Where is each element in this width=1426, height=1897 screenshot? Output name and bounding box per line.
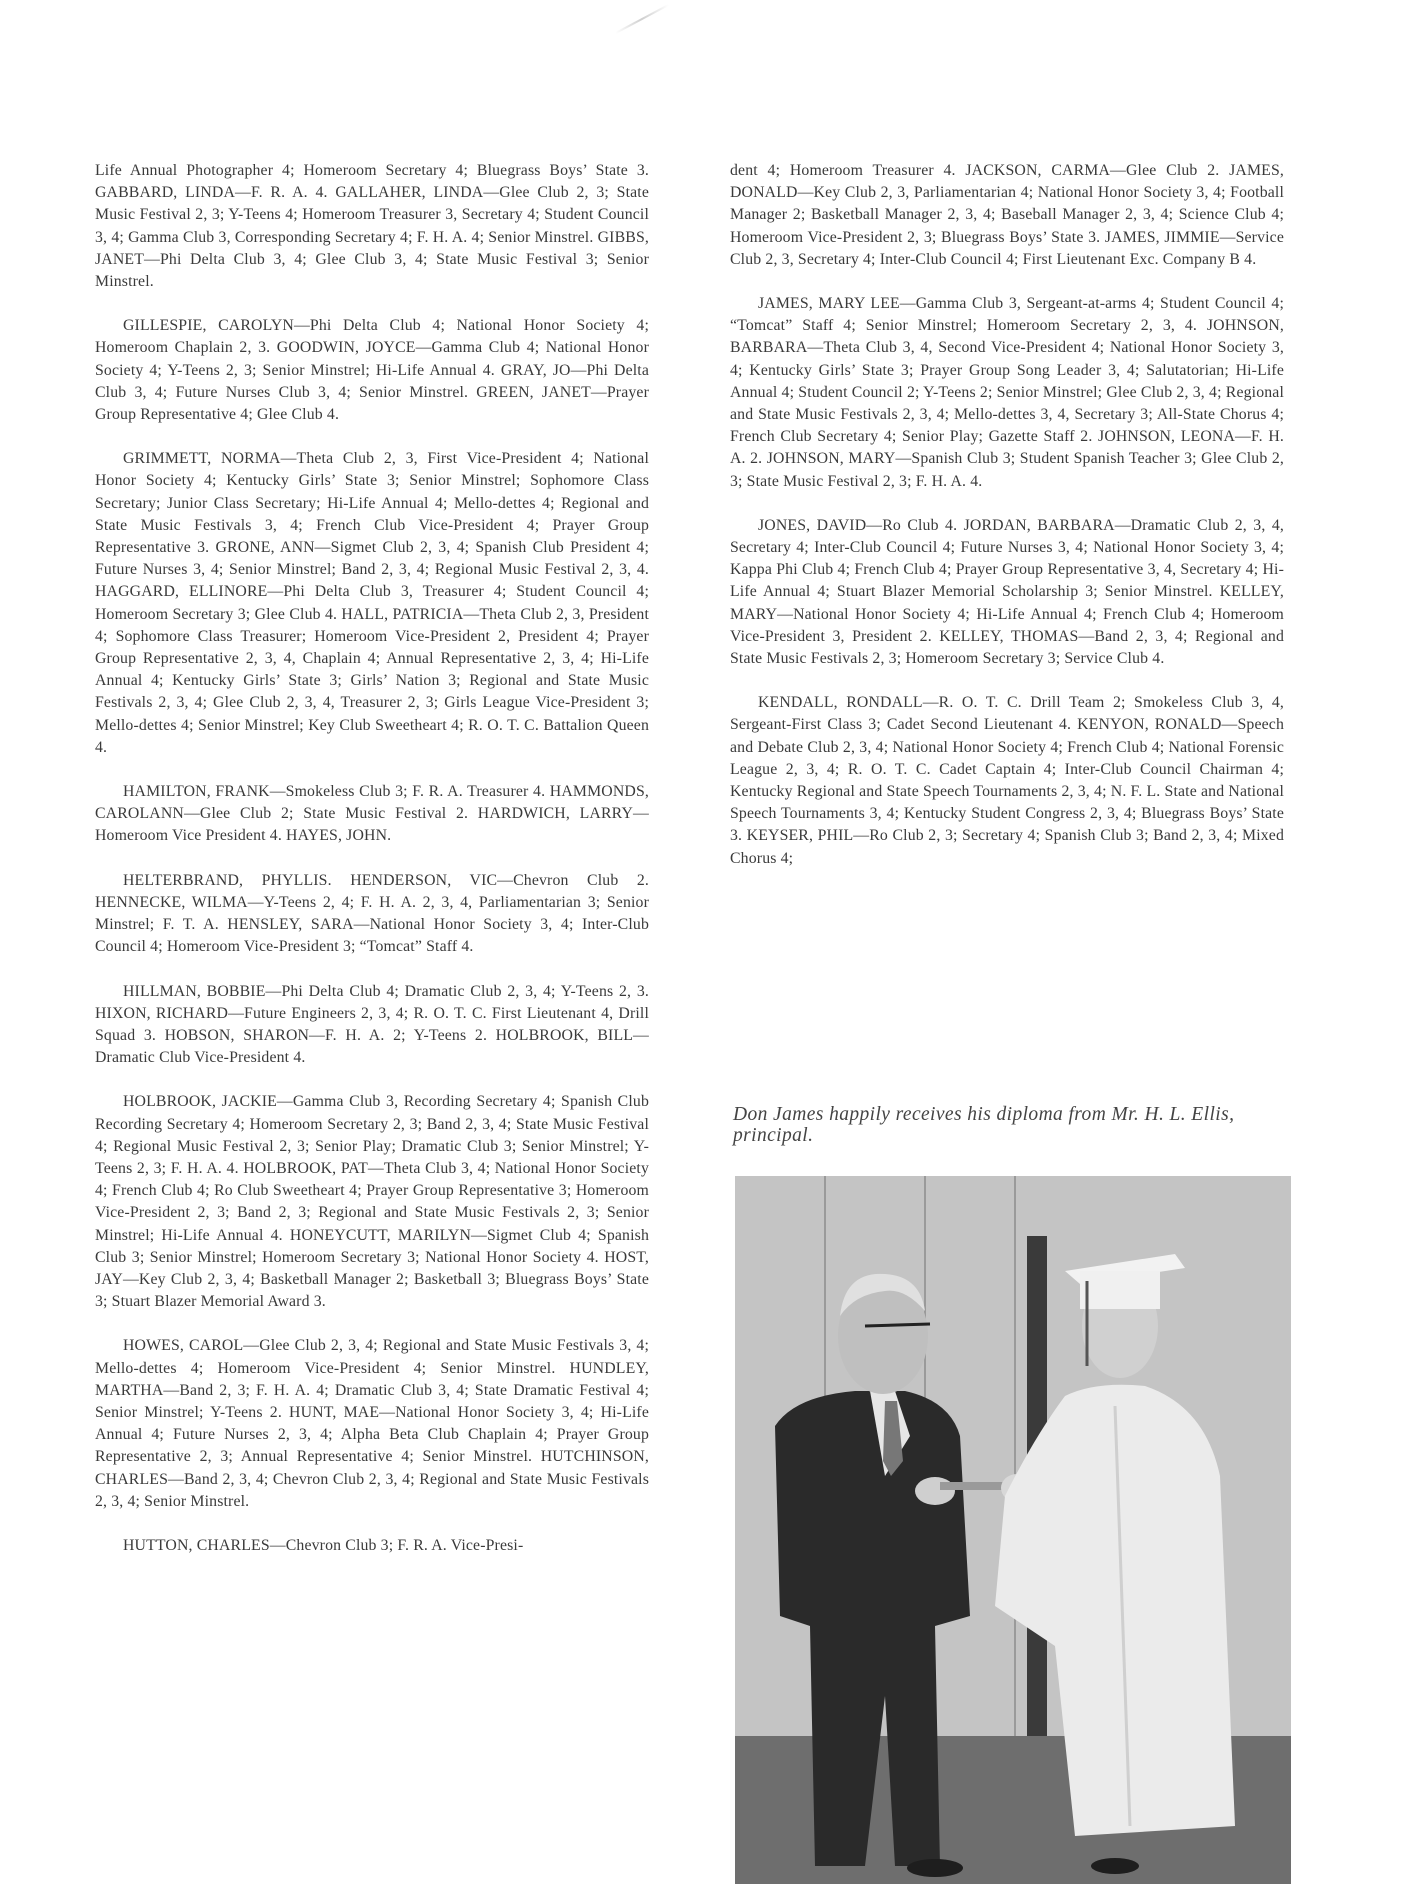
entry-paragraph: JONES, DAVID—Ro Club 4. JORDAN, BARBARA—Dramatic Club 2, 3, 4, Secretary 4; Inter-Club Council 4; Future Nurses 3, 4; National Honor Society 3, 4; Kappa Phi Club 4; French Club 4; Prayer Group Representative 3, 4, Secretary 4; Hi-Life Annual 4; Stuart Blazer Memorial Scholarship 3; Senior Minstrel. KELLEY, MARY—National Honor Society 4; Hi-Life Annual 4; French Club 4; Homeroom Vice-President 3, President 2. KELLEY, THOMAS—Band 2, 3, 4; Regional and State Music Festivals 2, 3; Homeroom Secretary 3; Service Club 4. xyxy=(730,516,1284,668)
graduation-cap-crown xyxy=(1080,1271,1160,1309)
photo-illustration xyxy=(735,1176,1291,1884)
graduation-photo xyxy=(735,1176,1291,1884)
principal-hand xyxy=(915,1477,955,1505)
diploma xyxy=(940,1482,1010,1490)
entry-paragraph: HELTERBRAND, PHYLLIS. HENDERSON, VIC—Chevron Club 2. HENNECKE, WILMA—Y-Teens 2, 4; F. H. A. 2, 3, 4, Parliamentarian 3; Senior Minstrel; F. T. A. HENSLEY, SARA—National Honor Society 3, 4; Inter-Club Council 4; Homeroom Vice-President 3; “Tomcat” Staff 4. xyxy=(95,871,649,956)
entry-paragraph: HILLMAN, BOBBIE—Phi Delta Club 4; Dramatic Club 2, 3, 4; Y-Teens 2, 3. HIXON, RICHARD—Future Engineers 2, 3, 4; R. O. T. C. First Lieutenant 4, Drill Squad 3. HOBSON, SHARON—F. H. A. 2; Y-Teens 2. HOLBROOK, BILL—Dramatic Club Vice-President 4. xyxy=(95,982,649,1067)
entry-paragraph: Life Annual Photographer 4; Homeroom Secretary 4; Bluegrass Boys’ State 3. GABBARD, LINDA—F. R. A. 4. GALLAHER, LINDA—Glee Club 2, 3; State Music Festival 2, 3; Y-Teens 4; Homeroom Treasurer 3, Secretary 4; Student Council 3, 4; Gamma Club 3, Corresponding Secretary 4; F. H. A. 4; Senior Minstrel. GIBBS, JANET—Phi Delta Club 3, 4; Glee Club 3, 4; State Music Festival 3; Senior Minstrel. xyxy=(95,162,649,291)
entry-paragraph: GILLESPIE, CAROLYN—Phi Delta Club 4; National Honor Society 4; Homeroom Chaplain 2, 3. GOODWIN, JOYCE—Gamma Club 4; National Honor Society 4; Y-Teens 2, 3; Senior Minstrel; Hi-Life Annual 4. GRAY, JO—Phi Delta Club 3, 4; Future Nurses Club 3, 4; Senior Minstrel. GREEN, JANET—Prayer Group Representative 4; Glee Club 4. xyxy=(95,317,649,424)
right-text-column xyxy=(730,160,1284,892)
entry-paragraph: KENDALL, RONDALL—R. O. T. C. Drill Team 2; Smokeless Club 3, 4, Sergeant-First Class 3; Cadet Second Lieutenant 4. KENYON, RONALD—Speech and Debate Club 2, 3, 4; National Honor Society 4; French Club 4; National Forensic League 2, 3, 4; R. O. T. C. Cadet Captain 4; Inter-Club Council Chairman 4; Kentucky Regional and State Speech Tournaments 2, 3, 4; N. F. L. State and National Speech Tournaments 3, 4; Kentucky Student Congress 2, 3, 4; Bluegrass Boys’ State 3. KEYSER, PHIL—Ro Club 2, 3; Secretary 4; Spanish Club 3; Band 2, 3, 4; Mixed Chorus 4; xyxy=(730,694,1284,867)
graduate-shoe xyxy=(1091,1858,1139,1874)
entry-paragraph: HUTTON, CHARLES—Chevron Club 3; F. R. A. Vice-Presi- xyxy=(123,1536,524,1554)
entry-paragraph: HOLBROOK, JACKIE—Gamma Club 3, Recording Secretary 4; Spanish Club Recording Secretary 4; Homeroom Secretary 2, 3; Band 2, 3, 4; State Music Festival 4; Regional Music Festival 2, 3; Senior Play; Dramatic Club 3; Senior Minstrel; Y-Teens 2, 3; F. H. A. 4. HOLBROOK, PAT—Theta Club 3, 4; National Honor Society 4; French Club 4; Ro Club Sweetheart 4; Prayer Group Representative 3; Homeroom Vice-President 2, 3; Band 2, 3; Regional and State Music Festivals 2, 3; Senior Minstrel; Hi-Life Annual 4. HONEYCUTT, MARILYN—Sigmet Club 4; Spanish Club 3; Senior Minstrel; Homeroom Secretary 3; National Honor Society 4. HOST, JAY—Key Club 2, 3, 4; Basketball Manager 2; Basketball 3; Bluegrass Boys’ State 3; Stuart Blazer Memorial Award 3. xyxy=(95,1093,649,1311)
scan-artifact-mark xyxy=(615,4,669,34)
entry-paragraph: HOWES, CAROL—Glee Club 2, 3, 4; Regional and State Music Festivals 3, 4; Mello-dettes 4; Homeroom Vice-President 4; Senior Minstrel. HUNDLEY, MARTHA—Band 2, 3; F. H. A. 4; Dramatic Club 3, 4; State Dramatic Festival 4; Senior Minstrel; Y-Teens 2. HUNT, MAE—National Honor Society 3, 4; Hi-Life Annual 4; Future Nurses 2, 3, 4; Alpha Beta Club Chaplain 4; Prayer Group Representative 2, 3; Annual Representative 4; Senior Minstrel. HUTCHINSON, CHARLES—Band 2, 3, 4; Chevron Club 2, 3, 4; Regional and State Music Festivals 2, 3, 4; Senior Minstrel. xyxy=(95,1337,649,1510)
left-text-column xyxy=(95,160,649,1579)
principal-glasses xyxy=(865,1324,930,1326)
photo-caption: Don James happily receives his diploma from Mr. H. L. Ellis, principal. xyxy=(733,1104,1235,1146)
entry-paragraph: JAMES, MARY LEE—Gamma Club 3, Sergeant-at-arms 4; Student Council 4; “Tomcat” Staff 4; Senior Minstrel; Homeroom Secretary 2, 3, 4. JOHNSON, BARBARA—Theta Club 3, 4, Second Vice-President 4; National Honor Society 3, 4; Kentucky Girls’ State 3; Prayer Group Song Leader 3, 4; Salutatorian; Hi-Life Annual 4; Student Council 2; Y-Teens 2; Senior Minstrel; Glee Club 2, 3, 4; Regional and State Music Festivals 2, 3, 4; Mello-dettes 3, 4, Secretary 3; All-State Chorus 4; French Club Secretary 4; Senior Play; Gazette Staff 2. JOHNSON, LEONA—F. H. A. 2. JOHNSON, MARY—Spanish Club 3; Student Spanish Teacher 3; Glee Club 2, 3; State Music Festival 2, 3; F. H. A. 4. xyxy=(730,295,1284,490)
entry-paragraph: dent 4; Homeroom Treasurer 4. JACKSON, CARMA—Glee Club 2. JAMES, DONALD—Key Club 2, 3, Parliamentarian 4; National Honor Society 3, 4; Football Manager 2; Basketball Manager 2, 3, 4; Baseball Manager 2, 3, 4; Science Club 4; Homeroom Vice-President 2, 3; Bluegrass Boys’ State 3. JAMES, JIMMIE—Service Club 2, 3, Secretary 4; Inter-Club Council 4; First Lieutenant Exc. Company B 4. xyxy=(730,162,1284,268)
entry-paragraph: GRIMMETT, NORMA—Theta Club 2, 3, First Vice-President 4; National Honor Society 4; Kentucky Girls’ State 3; Senior Minstrel; Sophomore Class Secretary; Junior Class Secretary; Hi-Life Annual 4; Mello-dettes 4; Regional and State Music Festivals 3, 4; French Club Vice-President 4; Prayer Group Representative 3. GRONE, ANN—Sigmet Club 2, 3, 4; Spanish Club President 4; Future Nurses 3, 4; Senior Minstrel; Band 2, 3, 4; Regional Music Festival 2, 3, 4. HAGGARD, ELLINORE—Phi Delta Club 3, Treasurer 4; Student Council 4; Homeroom Secretary 3; Glee Club 4. HALL, PATRICIA—Theta Club 2, 3, President 4; Sophomore Class Treasurer; Homeroom Vice-President 2, President 4; Prayer Group Representative 2, 3, 4, Chaplain 4; Annual Representative 2, 3, 4; Hi-Life Annual 4; Kentucky Girls’ State 3; Girls’ Nation 3; Regional and State Music Festivals 2, 3, 4; Glee Club 2, 3, 4, Treasurer 2, 3; Girls League Vice-President 3; Mello-dettes 4; Senior Minstrel; Key Club Sweetheart 4; R. O. T. C. Battalion Queen 4. xyxy=(95,450,649,756)
entry-paragraph: HAMILTON, FRANK—Smokeless Club 3; F. R. A. Treasurer 4. HAMMONDS, CAROLANN—Glee Club 2; State Music Festival 2. HARDWICH, LARRY—Homeroom Vice President 4. HAYES, JOHN. xyxy=(95,783,649,845)
principal-shoe xyxy=(907,1859,963,1877)
